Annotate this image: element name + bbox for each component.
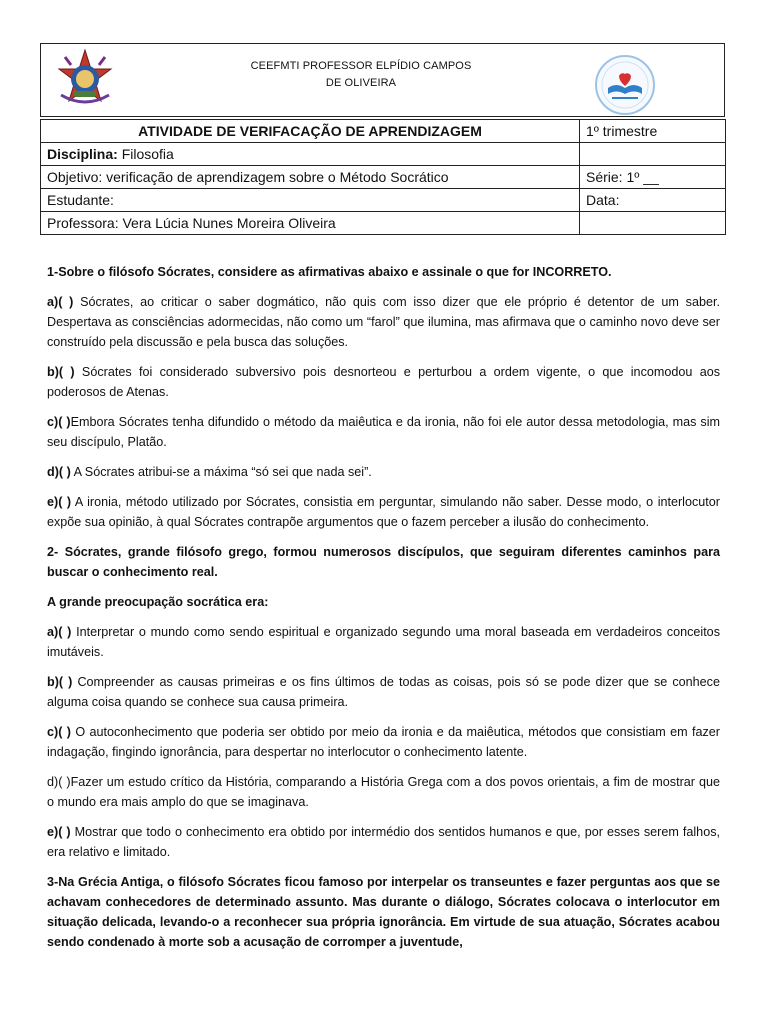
teacher-cell: Professora: Vera Lúcia Nunes Moreira Oliveira (41, 212, 580, 235)
term-cell: 1º trimestre (580, 120, 726, 143)
state-coat-of-arms-logo (53, 47, 117, 111)
option-mark: b)( ) (47, 675, 73, 689)
table-row (41, 189, 726, 212)
table-row (41, 166, 726, 189)
option-text: Compreender as causas primeiras e os fins últimos de todas as coisas, pois só se pode dizer que se conhece alguma coisa quando se conhece sua causa primeira. (47, 675, 720, 709)
questions-content (47, 262, 720, 962)
option-text: Mostrar que todo o conhecimento era obtido por intermédio dos sentidos humanos e que, por esses serem falhos, era relativo e limitado. (47, 825, 720, 859)
table-row (41, 143, 726, 166)
serie-cell: Série: 1º __ (580, 166, 726, 189)
school-name-line1: CEEFMTI PROFESSOR ELPÍDIO CAMPOS (250, 60, 472, 72)
option-text: Interpretar o mundo como sendo espiritual e organizado segundo uma moral baseada em verdadeiros conceitos imutáveis. (47, 625, 720, 659)
question-3-prompt: 3-Na Grécia Antiga, o filósofo Sócrates ficou famoso por interpelar os transeuntes e fazer perguntas aos que se achavam conhecedores de determinado assunto. Mas durante o diálogo, Sócrates colocava o interlocutor em situação delicada, levando-o a reconhecer sua própria ignorância. Em virtude de sua atuação, Sócrates acabou sendo condenado à morte sob a acusação de corromper a juventude, (47, 875, 720, 949)
option-mark: d)( ) (47, 465, 71, 479)
question-1-option-e (47, 492, 720, 532)
question-2-prompt: 2- Sócrates, grande filósofo grego, formou numerosos discípulos, que seguiram diferentes caminhos para buscar o conhecimento real. (47, 545, 720, 579)
question-2-option-c (47, 722, 720, 762)
school-name-line2: DE OLIVEIRA (325, 77, 397, 89)
empty-cell (580, 143, 726, 166)
student-cell: Estudante: (41, 189, 580, 212)
objective-cell: Objetivo: verificação de aprendizagem sobre o Método Socrático (41, 166, 580, 189)
activity-info-table (40, 119, 726, 235)
option-text: A ironia, método utilizado por Sócrates, consistia em perguntar, simulando não saber. Desse modo, o interlocutor expõe sua opinião, à qual Sócrates contrapõe argumentos que o fazem perceber a ilusão do conhecimento. (47, 495, 720, 529)
question-2-option-d: d)( )Fazer um estudo crítico da História, comparando a História Grega com a dos povos orientais, a fim de mostrar que o mundo era mais amplo do que se imaginava. (47, 775, 720, 809)
question-1-option-d (47, 462, 720, 482)
discipline-label: Disciplina: (47, 146, 118, 162)
school-emblem-logo (590, 54, 660, 116)
option-text: A Sócrates atribui-se a máxima “só sei que nada sei”. (70, 465, 372, 479)
question-1-option-c (47, 412, 720, 452)
option-mark: e)( ) (47, 825, 71, 839)
question-2-option-b (47, 672, 720, 712)
empty-cell (580, 212, 726, 235)
option-mark: a)( ) (47, 295, 74, 309)
date-cell: Data: (580, 189, 726, 212)
header-box (40, 43, 725, 117)
option-text: Sócrates, ao criticar o saber dogmático, não quis com isso dizer que ele próprio é detentor de um saber. Despertava as consciências adormecidas, não como um “farol” que ilumina, mas afirmava que o caminho novo deve ser construído pela discussão e pela busca das soluções. (47, 295, 720, 349)
question-1-option-b (47, 362, 720, 402)
question-1-prompt: 1-Sobre o filósofo Sócrates, considere as afirmativas abaixo e assinale o que for INCORRETO. (47, 265, 612, 279)
question-2-option-a (47, 622, 720, 662)
option-mark: a)( ) (47, 625, 72, 639)
option-mark: c)( ) (47, 415, 71, 429)
option-text: Embora Sócrates tenha difundido o método da maiêutica e da ironia, não foi ele autor dessa metodologia, mas sim seu discípulo, Platão. (47, 415, 720, 449)
question-2-option-e (47, 822, 720, 862)
school-name (201, 58, 521, 92)
discipline-value: Filosofia (121, 146, 174, 162)
option-mark: b)( ) (47, 365, 75, 379)
option-mark: c)( ) (47, 725, 71, 739)
table-row (41, 212, 726, 235)
option-text: Sócrates foi considerado subversivo pois desnorteou e perturbou a ordem vigente, o que incomodou aos poderosos de Atenas. (47, 365, 720, 399)
table-row (41, 120, 726, 143)
discipline-cell (41, 143, 580, 166)
option-text: O autoconhecimento que poderia ser obtido por meio da ironia e da maiêutica, métodos que consistiam em fazer indagação, fingindo ignorância, para despertar no interlocutor o conhecimento latente. (47, 725, 720, 759)
question-2-subprompt: A grande preocupação socrática era: (47, 595, 269, 609)
activity-title: ATIVIDADE DE VERIFACAÇÃO DE APRENDIZAGEM (41, 120, 580, 143)
option-mark: e)( ) (47, 495, 72, 509)
question-1-option-a (47, 292, 720, 352)
